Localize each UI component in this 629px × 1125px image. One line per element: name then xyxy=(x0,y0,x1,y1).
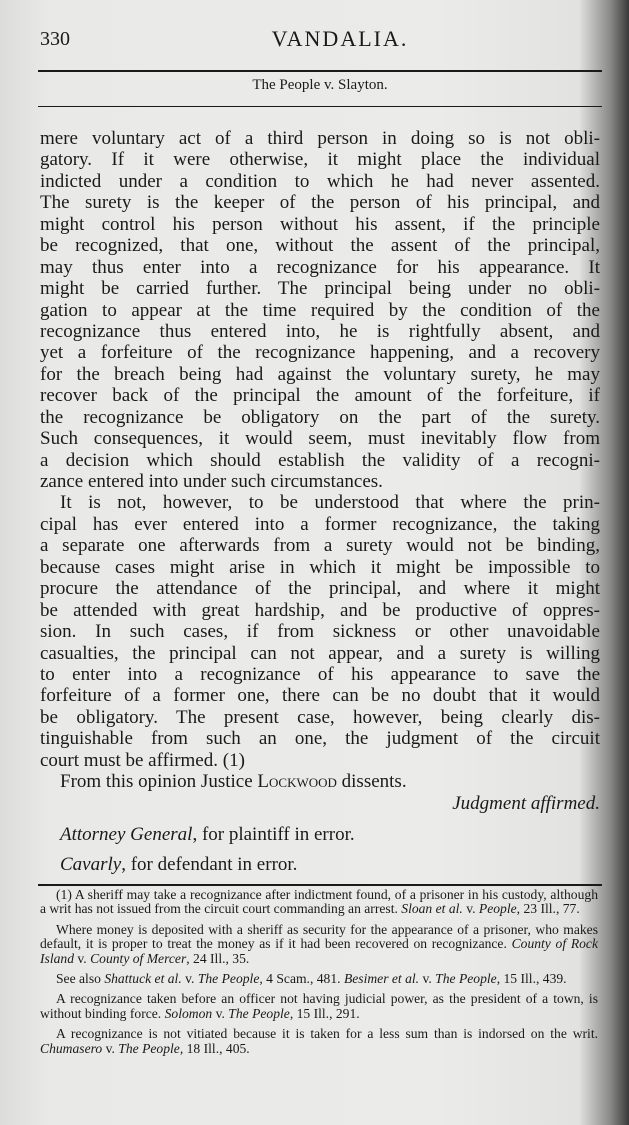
footnote xyxy=(40,972,598,986)
text-line: be obligatory. The present case, however, being clearly dis- xyxy=(40,706,600,728)
footnote-text: v. xyxy=(73,950,91,966)
footnote-text: v. xyxy=(181,971,198,987)
text-line: to enter into a recognizance of his appearance to save the xyxy=(40,663,600,685)
text-line: recover back of the principal the amount of the forfeiture, if xyxy=(40,385,600,407)
footnote xyxy=(40,923,598,966)
text-line: the recognizance be obligatory on the part of the surety. xyxy=(40,406,600,428)
paragraph-2 xyxy=(40,492,600,771)
counsel-defendant xyxy=(60,850,355,880)
footnote-text: Where money is deposited with a sheriff as security for the appearance of a prisoner, who makes default, it is proper to treat the money as if it had been recovered on recognizance. xyxy=(40,921,598,952)
text-line: procure the attendance of the principal, and where it might xyxy=(40,578,600,600)
text-line: might be carried further. The principal being under no obli- xyxy=(40,278,600,300)
text-line: The surety is the keeper of the person of his principal, and xyxy=(40,192,600,214)
text-line: Such consequences, it would seem, must inevitably flow from xyxy=(40,428,600,450)
footnote xyxy=(40,1027,598,1056)
running-title: VANDALIA. xyxy=(271,26,409,51)
text-line: because cases might arise in which it might be impossible to xyxy=(40,556,600,578)
footnote-text: v. xyxy=(102,1040,119,1056)
case-name: Solomon xyxy=(164,1005,213,1021)
case-name: County of Mercer xyxy=(90,950,187,966)
case-name: The People xyxy=(435,971,497,987)
footnote-text: A recognizance is not vitiated because it is taken for a less sum than is indorsed on the writ. xyxy=(56,1026,598,1042)
footnote xyxy=(40,888,598,917)
opinion-body xyxy=(40,128,600,814)
case-name: The People xyxy=(118,1040,180,1056)
footnote-text: , 23 Ill., 77. xyxy=(516,901,580,917)
footnote-text: , 15 Ill., 291. xyxy=(289,1005,360,1021)
footnote-text: (1) A sheriff may take a recognizance after indictment found, of a prisoner in his custody, although a writ has not issued from the circuit court commanding an arrest. xyxy=(40,887,598,917)
footnote-text: , 24 Ill., 35. xyxy=(186,950,250,966)
text-line: might control his person without his assent, if the principle xyxy=(40,213,600,235)
case-name: People xyxy=(478,901,517,917)
text-line: forfeiture of a former one, there can be no doubt that it would xyxy=(40,685,600,707)
text-line: court must be affirmed. (1) xyxy=(40,749,245,771)
text-line: indicted under a condition to which he had never assented. xyxy=(40,170,600,192)
dissent-line xyxy=(40,771,600,792)
counsel-name: Cavarly xyxy=(60,854,122,875)
dissent-suffix: dissents. xyxy=(336,771,407,793)
caption-rule xyxy=(38,106,602,107)
counsel-list xyxy=(60,820,355,880)
case-name: Sloan et al. xyxy=(401,901,463,917)
text-line: yet a forfeiture of the recognizance happening, and a recovery xyxy=(40,342,600,364)
text-line: be recognized, that one, without the assent of the principal, xyxy=(40,235,600,257)
text-line: zance entered into under such circumstances. xyxy=(40,471,383,492)
footnote-text: v. xyxy=(419,971,436,987)
case-name: County of Rock Island xyxy=(40,936,598,966)
text-line: gation to appear at the time required by the condition of the xyxy=(40,299,600,321)
footnote-text: , 18 Ill., 405. xyxy=(179,1040,250,1056)
dissent-prefix: From this opinion Justice xyxy=(60,771,258,793)
header-rule xyxy=(38,70,602,72)
page-number: 330 xyxy=(40,28,70,50)
case-name: Besimer et al. xyxy=(343,971,420,987)
judgment: Judgment affirmed. xyxy=(452,792,600,814)
footnote-text: A recognizance taken before an officer not having judicial power, as the president of a town, is without binding force. xyxy=(40,991,598,1021)
text-line: may thus enter into a recognizance for his appearance. It xyxy=(40,256,600,278)
text-line: recognizance thus entered into, he is rightfully absent, and xyxy=(40,320,600,342)
footnotes xyxy=(40,888,598,1062)
text-line: gatory. If it were otherwise, it might place the individual xyxy=(40,149,600,171)
footnote-text: v. xyxy=(212,1005,229,1021)
counsel-role: , for defendant in error. xyxy=(121,854,298,875)
footnote-text: , 4 Scam., 481. xyxy=(259,971,344,987)
text-line: mere voluntary act of a third person in doing so is not obli- xyxy=(40,128,600,149)
counsel-role: , for plaintiff in error. xyxy=(192,824,355,845)
text-line: for the breach being had against the voluntary surety, he may xyxy=(40,363,600,385)
text-line: a decision which should establish the validity of a recogni- xyxy=(40,449,600,471)
text-line: a separate one afterwards from a surety would not be binding, xyxy=(40,535,600,557)
case-name: Shattuck et al. xyxy=(104,971,182,987)
counsel-plaintiff xyxy=(60,820,355,850)
footnote-text: See also xyxy=(56,971,105,987)
text-line: cipal has ever entered into a former recognizance, the taking xyxy=(40,513,600,535)
paragraph-1 xyxy=(40,128,600,492)
case-name: Chumasero xyxy=(40,1040,103,1056)
footnote-text: v. xyxy=(462,901,479,917)
case-name: The People xyxy=(228,1005,290,1021)
case-caption: The People v. Slayton. xyxy=(252,77,388,93)
case-name: The People xyxy=(197,971,260,987)
footnote-rule xyxy=(38,884,602,886)
text-line: It is not, however, to be understood that where the prin- xyxy=(60,492,600,514)
counsel-name: Attorney General xyxy=(60,824,193,845)
footnote-text: , 15 Ill., 439. xyxy=(496,971,567,987)
text-line: casualties, the principal can not appear, and a surety is willing xyxy=(40,642,600,664)
text-line: tinguishable from such an one, the judgment of the circuit xyxy=(40,728,600,750)
text-line: sion. In such cases, if from sickness or other unavoidable xyxy=(40,621,600,643)
footnote xyxy=(40,992,598,1021)
dissent-justice: Lockwood xyxy=(257,771,337,793)
text-line: be attended with great hardship, and be productive of oppres- xyxy=(40,599,600,621)
